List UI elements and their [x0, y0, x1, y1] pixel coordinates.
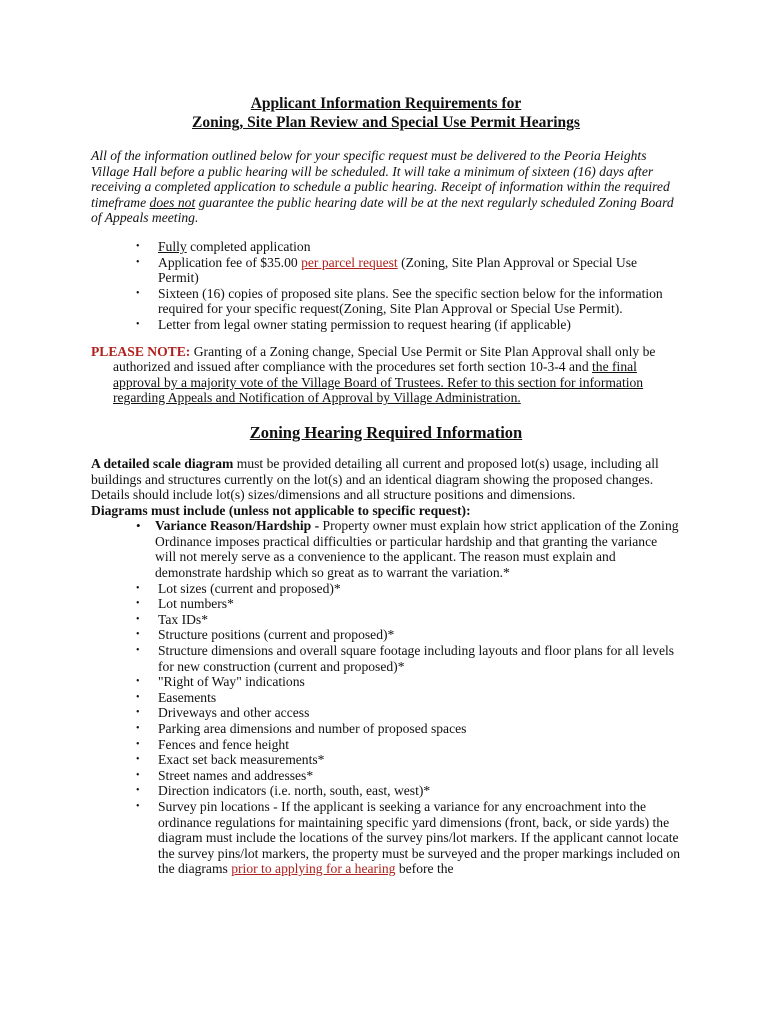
list-item: • Lot numbers* [136, 596, 234, 612]
requirements-list [91, 239, 681, 333]
intro-paragraph: All of the information outlined below for your specific request must be delivered to the Peoria Heights Village Hall before a public hearing will be scheduled. It will take a minimum of sixteen (16) days after receiving a completed application to schedule a public hearing. Receipt of information within the required timeframe does not guarantee the public hearing date will be at the next regularly scheduled Zoning Board of Appeals meeting. [91, 148, 674, 226]
zoning-heading: Zoning Hearing Required Information [249, 422, 523, 442]
please-note-label: PLEASE NOTE: [91, 343, 191, 359]
bullet-icon: • [136, 256, 140, 268]
title-line-2: Zoning, Site Plan Review and Special Use Permit Hearings [192, 114, 580, 131]
list-item: • Fully completed application [136, 238, 311, 254]
list-item: • Tax IDs* [136, 611, 209, 627]
bullet-icon: • [136, 785, 140, 797]
list-item: • Driveways and other access [136, 705, 310, 721]
list-item: • Survey pin locations - If the applicant is seeking a variance for any encroachment into the ordinance regulations for maintaining specific yard dimensions (front, back, or side yards) the diagram must include the locations of the survey pins/lot markers. If the applicant cannot locate the survey pins/lot markers, the property must be surveyed and the proper markings included on the diagrams prior to applying for a hearing before the [136, 798, 681, 877]
list-item: • Exact set back measurements* [136, 752, 325, 768]
bullet-icon: • [136, 754, 140, 766]
bullet-icon: • [136, 240, 140, 252]
bullet-icon: • [136, 629, 140, 641]
document-title [91, 94, 681, 132]
list-item: • "Right of Way" indications [136, 674, 305, 690]
bullet-icon: • [136, 723, 140, 734]
list-item: • Sixteen (16) copies of proposed site plans. See the specific section below for the information required for your specific request(Zoning, Site Plan Approval or Special Use Permit). [136, 285, 663, 317]
list-item: • Application fee of $35.00 per parcel request (Zoning, Site Plan Approval or Special Use Permit) [136, 254, 638, 286]
list-item: • Lot sizes (current and proposed)* [136, 580, 341, 596]
bullet-icon: • [136, 287, 140, 299]
list-item: • Easements [136, 689, 217, 705]
list-item: • Structure dimensions and overall square footage including layouts and floor plans for all levels for new construction (current and proposed)* [136, 643, 675, 674]
list-item: • Street names and addresses* [136, 767, 314, 783]
bullet-icon: • [136, 676, 140, 688]
bullet-icon: • [136, 707, 140, 719]
bullet-icon: • [136, 582, 140, 594]
title-line-1: Applicant Information Requirements for [250, 95, 522, 112]
bullet-icon: • [136, 769, 140, 781]
bullet-icon: • [136, 738, 140, 750]
must-include-label: Diagrams must include (unless not applicable to specific request): [91, 502, 471, 518]
diagram-requirements-list [91, 518, 681, 877]
bullet-icon: • [136, 800, 140, 812]
bullet-icon: • [136, 598, 140, 610]
prior-to-applying-link[interactable]: prior to applying for a hearing [231, 861, 396, 877]
bullet-icon: • [136, 518, 141, 534]
list-item: • Fences and fence height [136, 736, 289, 752]
bullet-icon: • [136, 691, 140, 703]
bullet-icon: • [136, 318, 140, 330]
bullet-icon: • [136, 645, 140, 657]
detail-paragraph: A detailed scale diagram must be provided detailing all current and proposed lot(s) usage, including all buildings and structures currently on the lot(s) and an identical diagram showing the proposed changes. Details should include lot(s) sizes/dimensions and all structure positions and dimensions. Diagrams must include (unless not applicable to specific request): [91, 455, 659, 518]
document-page [91, 94, 681, 877]
list-item: • Variance Reason/Hardship - Property owner must explain how strict application of the Zoning Ordinance imposes practical difficulties or particular hardship and that granting the variance will not merely serve as a convenience to the applicant. The reason must explain and demonstrate hardship which so great as to warrant the variation.* [136, 518, 679, 581]
list-item: • Structure positions (current and proposed)* [136, 627, 395, 643]
list-item: • Parking area dimensions and number of proposed spaces [136, 721, 467, 736]
does-not-emphasis: does not [149, 194, 196, 210]
list-item: • Direction indicators (i.e. north, south, east, west)* [136, 783, 431, 799]
bullet-icon: • [136, 613, 140, 625]
per-parcel-request-link[interactable]: per parcel request [301, 254, 398, 270]
please-note: PLEASE NOTE: Granting of a Zoning change, Special Use Permit or Site Plan Approval shall only be authorized and issued after compliance with the procedures set forth section 10-3-4 and the final approval by a majority vote of the Village Board of Trustees. Refer to this section for information regarding Appeals and Notification of Approval by Village Administration. [91, 343, 656, 406]
list-item: • Letter from legal owner stating permission to request hearing (if applicable) [136, 316, 571, 332]
